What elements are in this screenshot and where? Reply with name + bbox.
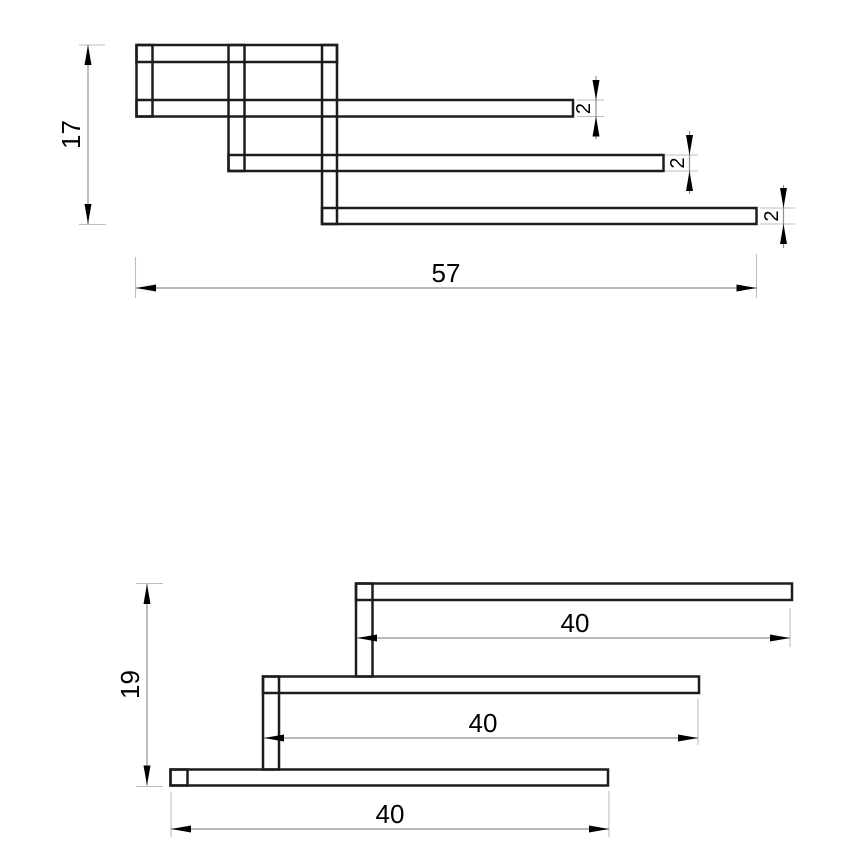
dim-19-label: 19 (115, 670, 145, 699)
dim-19-arrow-down-icon (144, 766, 151, 786)
dim-57-label: 57 (431, 258, 461, 288)
dim-40c-arrow-left-icon (171, 826, 191, 833)
dim-57-arrow-left-icon (136, 285, 156, 292)
front-view-middle-bar-outline (263, 677, 699, 694)
top-view-bar-2-outline (229, 155, 664, 171)
dim-40c-arrow-right-icon (589, 826, 609, 833)
dim-19-arrow-up-icon (144, 584, 151, 604)
dim-40b-arrow-left-icon (264, 735, 284, 742)
dim-17-label: 17 (56, 120, 86, 149)
dim-2c-arrow-down-icon (780, 188, 787, 208)
dim-40a-arrow-right-icon (770, 635, 790, 642)
front-view-middle-stem-outline (263, 677, 279, 770)
dim-57-arrow-right-icon (737, 285, 757, 292)
dim-2b-arrow-up-icon (686, 171, 693, 191)
front-view-top-stem-outline (356, 584, 373, 677)
top-view-mount-rail-outline (137, 45, 338, 62)
dim-40a-label: 40 (560, 608, 590, 638)
dim-40b-arrow-right-icon (678, 735, 698, 742)
dim-2b-arrow-down-icon (686, 135, 693, 155)
dimension-2-bar1 (573, 76, 604, 139)
dimension-40-middle (264, 699, 698, 745)
top-view (56, 45, 795, 298)
dimension-17 (56, 45, 106, 225)
dim-40c-label: 40 (375, 799, 405, 829)
top-view-bar-1-outline (137, 100, 574, 117)
front-view-top-bar-outline (356, 584, 792, 601)
dim-2c-label: 2 (761, 210, 783, 222)
dim-17-arrow-up-icon (85, 45, 92, 65)
dim-2a-arrow-up-icon (593, 117, 600, 137)
dim-2b-label: 2 (667, 157, 689, 169)
dim-2a-label: 2 (573, 102, 595, 115)
dimension-2-bar2 (665, 131, 698, 194)
dimension-40-top (357, 608, 790, 647)
dimension-57 (136, 254, 757, 298)
top-view-post-2-outline (229, 45, 245, 171)
front-view-bottom-bar-outline (171, 770, 609, 786)
dim-2c-arrow-up-icon (780, 224, 787, 244)
top-view-post-1-outline (137, 45, 153, 117)
top-view-post-3-outline (322, 45, 337, 224)
dimension-40-bottom (171, 791, 609, 837)
dim-2a-arrow-down-icon (593, 80, 600, 100)
top-view-bar-3-outline (322, 208, 757, 224)
front-view (115, 584, 792, 838)
dimension-19 (115, 584, 163, 787)
dimension-2-bar3 (760, 185, 795, 248)
dim-40a-arrow-left-icon (357, 635, 377, 642)
dim-17-arrow-down-icon (85, 204, 92, 224)
dim-40b-label: 40 (468, 708, 498, 738)
front-view-bottom-end-cap-outline (171, 770, 188, 786)
